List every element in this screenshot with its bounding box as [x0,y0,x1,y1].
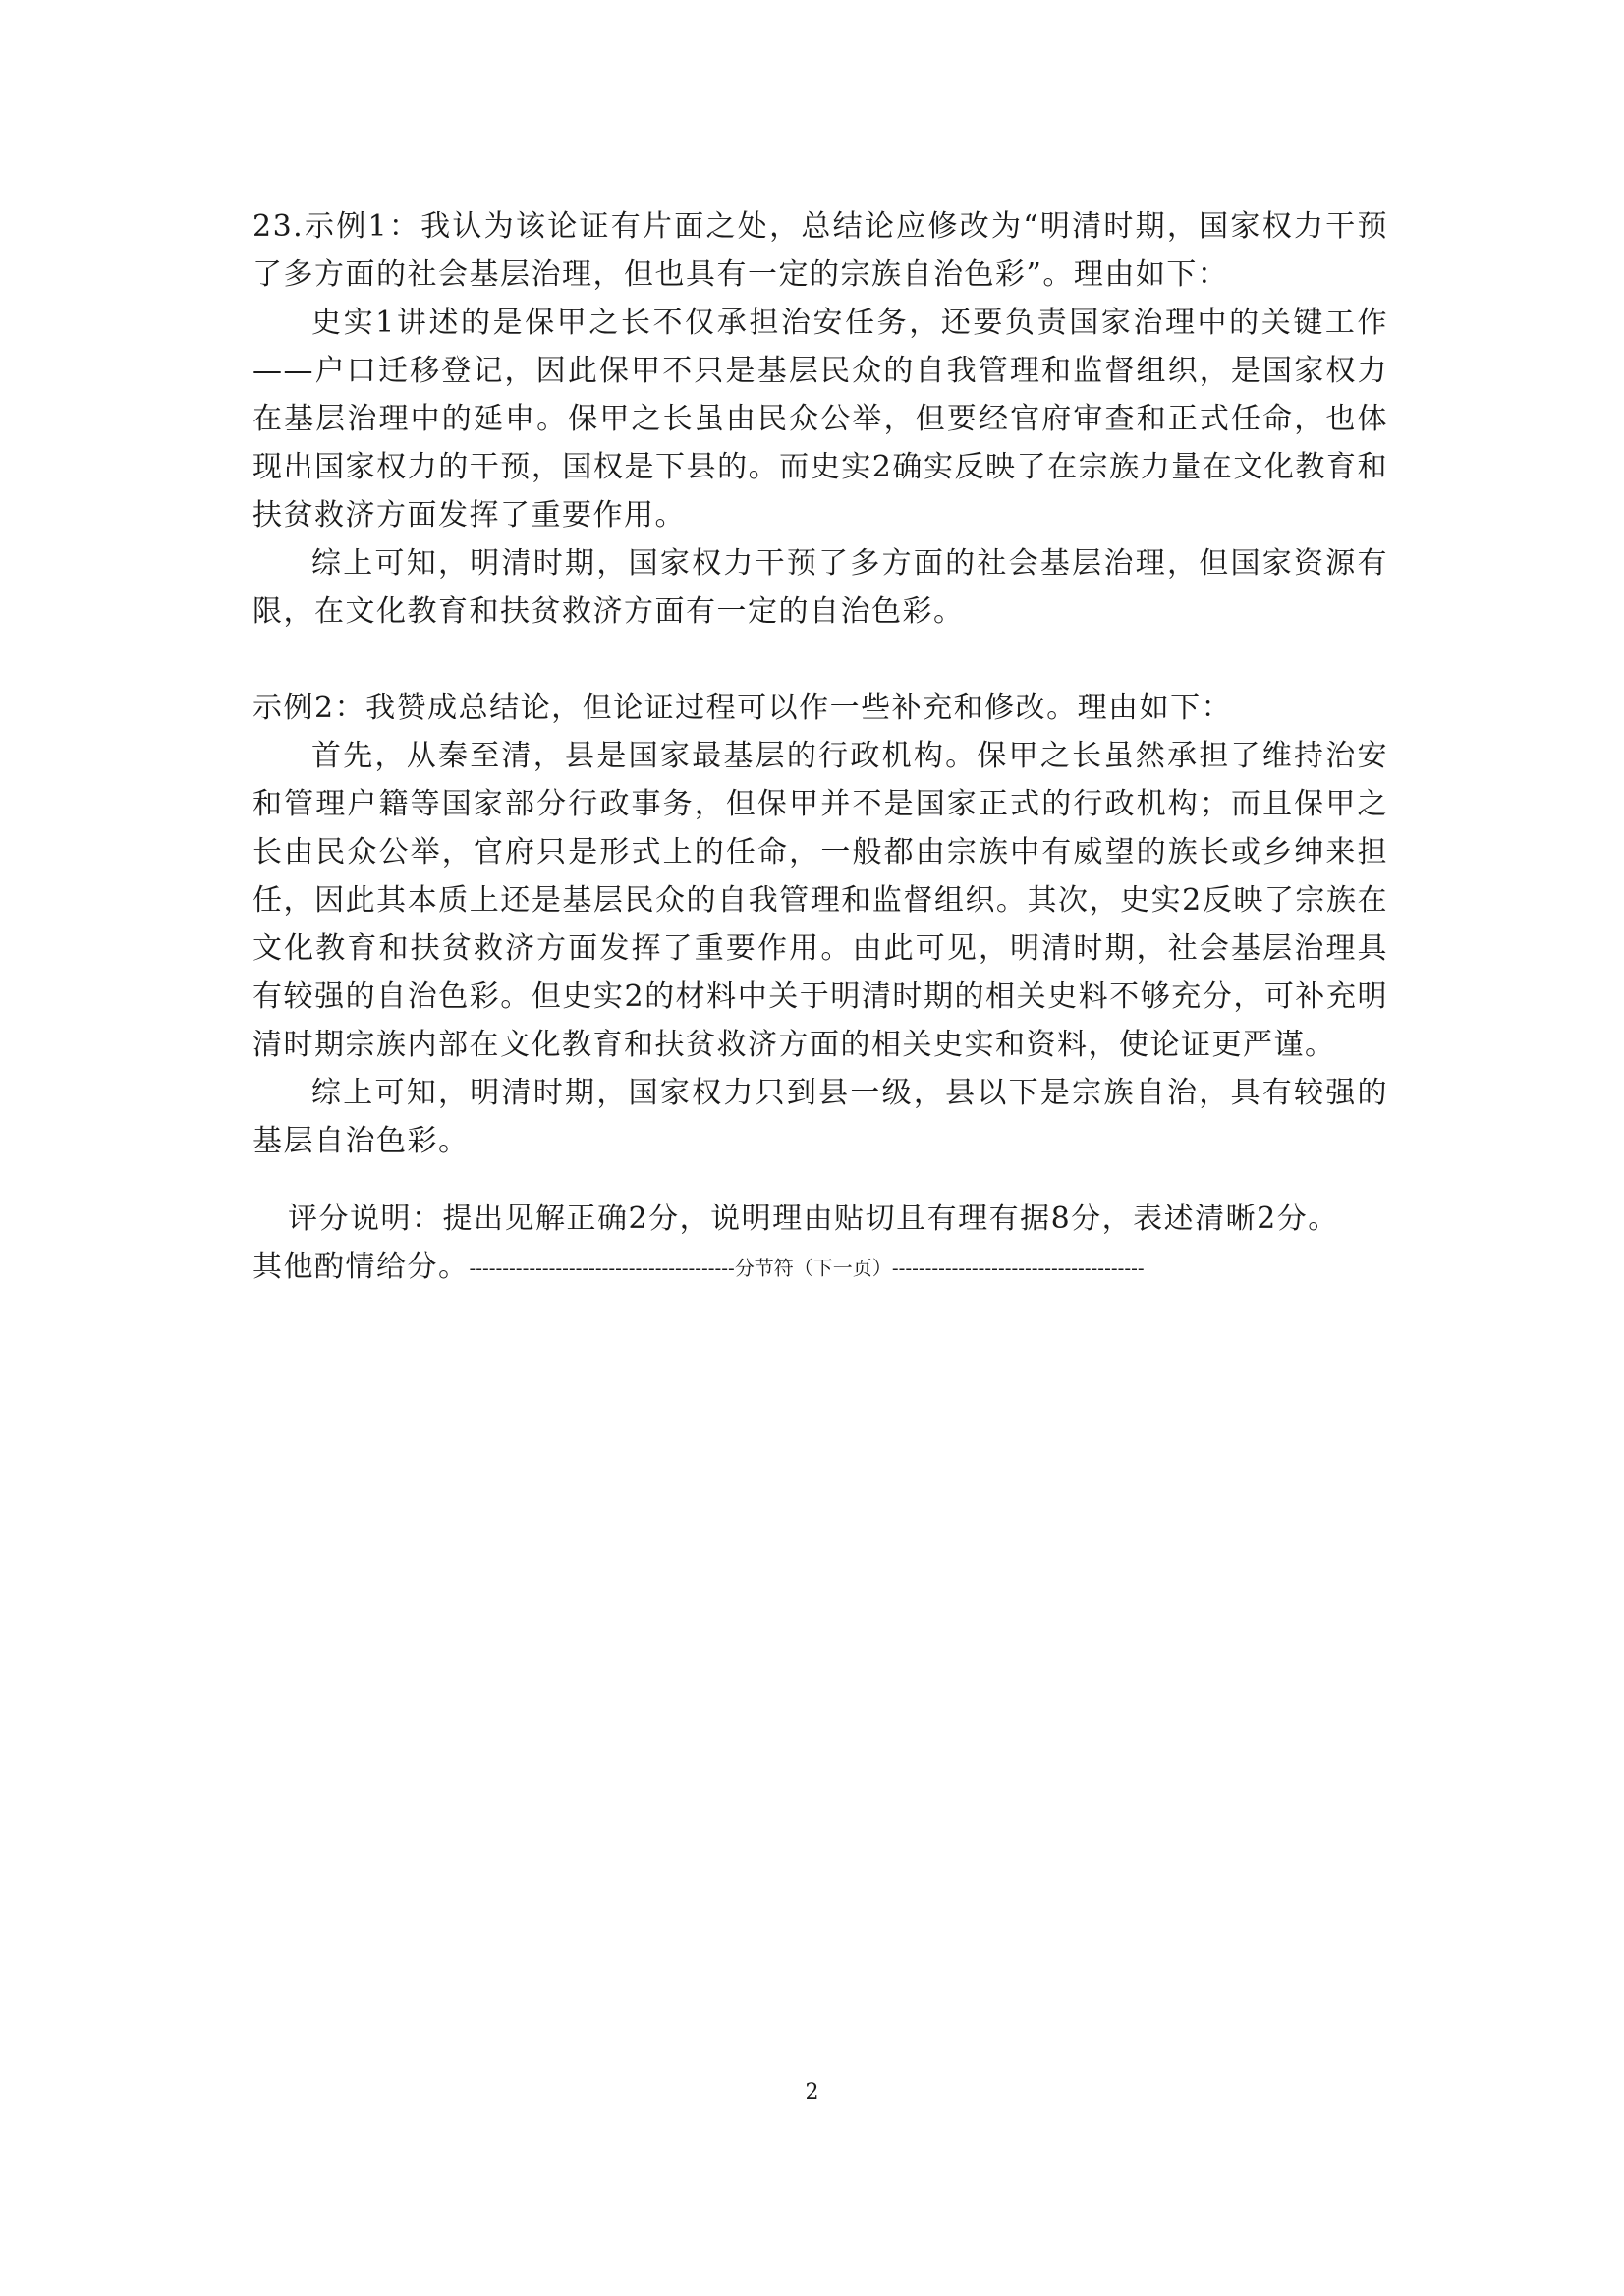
scoring-note: 评分说明：提出见解正确2分，说明理由贴切且有理有据8分，表述清晰2分。 [288,1202,1339,1236]
page-number: 2 [805,2080,819,2104]
example1-paragraph-1: 史实1讲述的是保甲之长不仅承担治安任务，还要负责国家治理中的关键工作——户口迁移登记，因此保甲不只是基层民众的自我管理和监督组织，是国家权力在基层治理中的延申。保甲之长虽由民众公举，但要经官府审查和正式任命，也体现出国家权力的干预，国权是下县的。而史实2确实反映了在宗族力量在文化教育和扶贫救济方面发挥了重要作用。 [252,306,1388,532]
answer-content [252,202,1388,1293]
scoring-note-continued [252,1243,1388,1293]
example2-heading: 示例2：我赞成总结论，但论证过程可以作一些补充和修改。理由如下： [252,691,1233,725]
section-break-dashes-right: -------------------------------------- [891,1256,1145,1280]
section-break-label: 分节符（下一页） [734,1256,892,1280]
scoring-note-end: 其他酌情给分。 [252,1250,470,1284]
example1-heading: 23.示例1：我认为该论证有片面之处，总结论应修改为“明清时期，国家权力干预了多方面的社会基层治理，但也具有一定的宗族自治色彩”。理由如下： [252,209,1388,292]
example1-paragraph-2: 综上可知，明清时期，国家权力干预了多方面的社会基层治理，但国家资源有限，在文化教育和扶贫救济方面有一定的自治色彩。 [252,546,1388,629]
section-break-dashes-left: ---------------------------------------- [469,1256,735,1280]
section-gap [252,636,1388,684]
section-gap [252,1165,1388,1195]
example2-paragraph-2: 综上可知，明清时期，国家权力只到县一级，县以下是宗族自治，具有较强的基层自治色彩。 [252,1076,1388,1158]
example2-paragraph-1: 首先，从秦至清，县是国家最基层的行政机构。保甲之长虽然承担了维持治安和管理户籍等国家部分行政事务，但保甲并不是国家正式的行政机构；而且保甲之长由民众公举，官府只是形式上的任命，一般都由宗族中有威望的族长或乡绅来担任，因此其本质上还是基层民众的自我管理和监督组织。其次，史实2反映了宗族在文化教育和扶贫救济方面发挥了重要作用。由此可见，明清时期，社会基层治理具有较强的自治色彩。但史实2的材料中关于明清时期的相关史料不够充分，可补充明清时期宗族内部在文化教育和扶贫救济方面的相关史实和资料，使论证更严谨。 [252,739,1388,1062]
